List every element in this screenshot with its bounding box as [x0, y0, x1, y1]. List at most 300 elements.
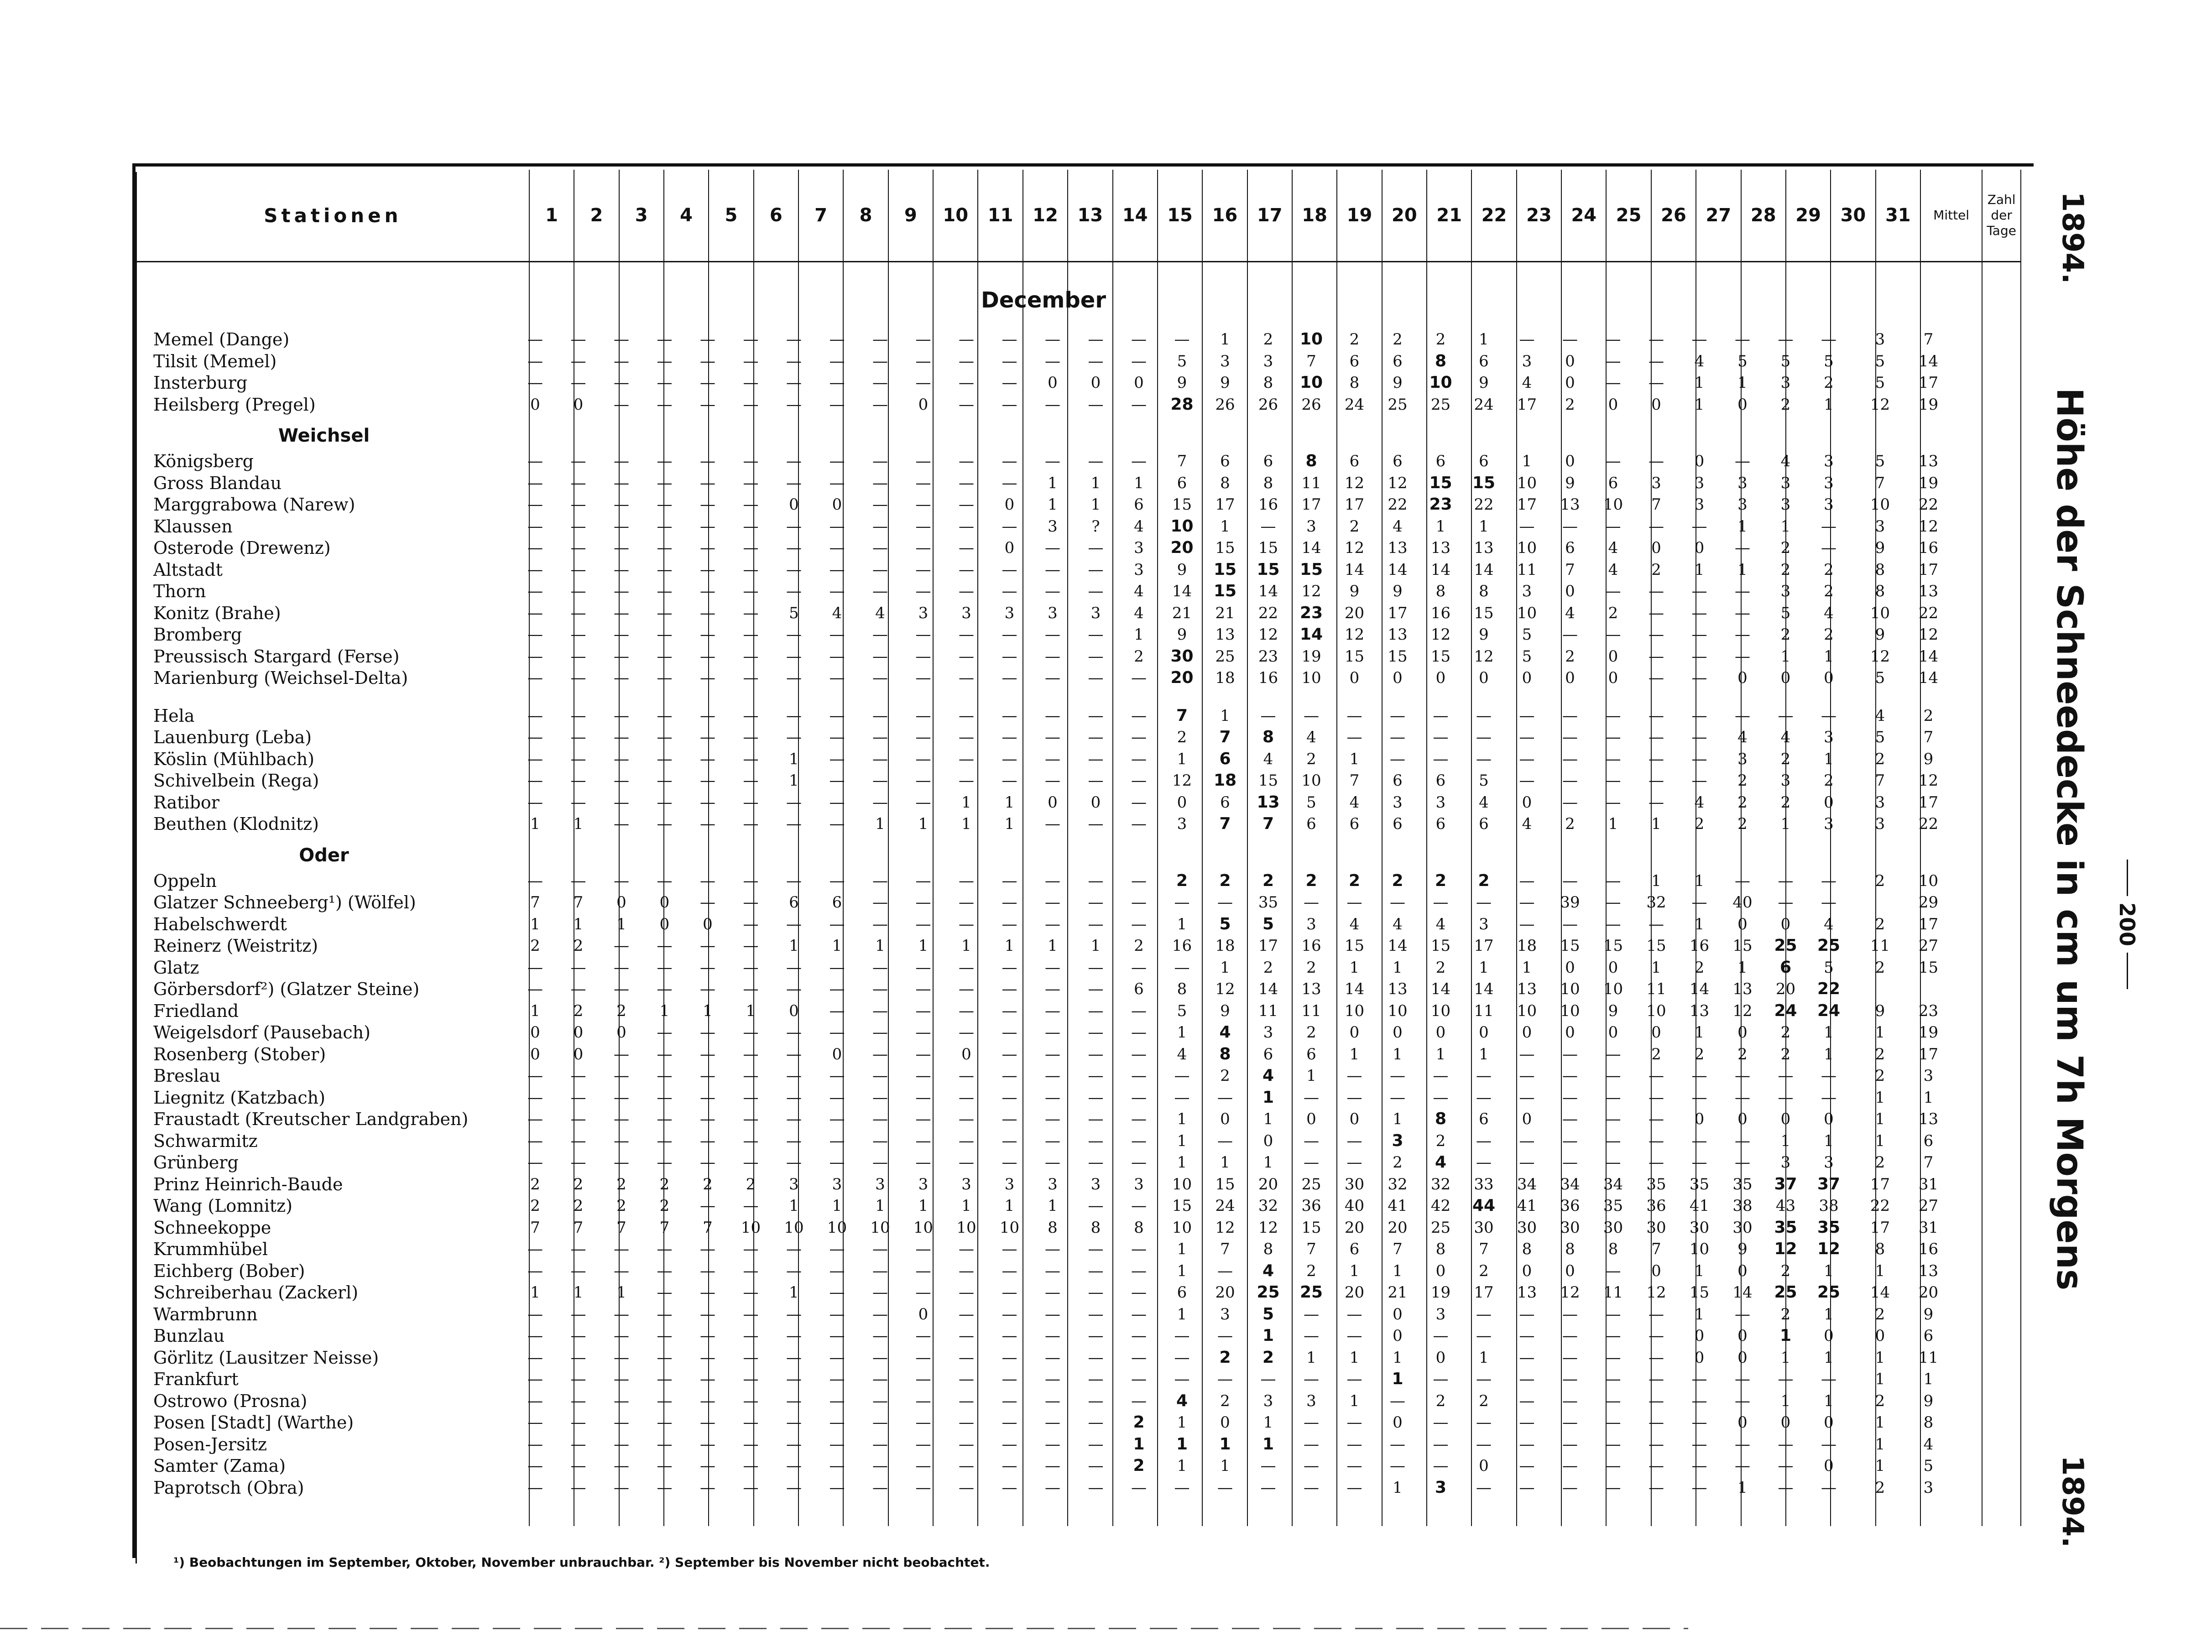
- days-count-value: 7: [1923, 330, 1934, 349]
- depth-cell: 4: [1262, 1066, 1274, 1085]
- depth-cell: —: [1778, 1088, 1794, 1107]
- depth-cell: —: [700, 937, 715, 955]
- depth-cell: —: [1131, 1110, 1147, 1128]
- station-name: Heilsberg (Pregel): [153, 394, 316, 415]
- depth-cell: —: [1649, 706, 1664, 725]
- depth-cell: 1: [1004, 1197, 1015, 1215]
- depth-cell: —: [570, 669, 586, 687]
- day-header: 21: [1427, 170, 1471, 262]
- days-count-value: 1: [1923, 1088, 1934, 1107]
- depth-cell: —: [829, 1131, 845, 1150]
- depth-cell: —: [614, 1413, 629, 1432]
- depth-cell: 1: [1694, 1305, 1705, 1324]
- depth-cell: 12: [1301, 582, 1321, 600]
- depth-cell: —: [657, 728, 673, 746]
- depth-cell: 10: [999, 1218, 1020, 1237]
- depth-cell: —: [1088, 560, 1104, 579]
- depth-cell: 11: [1474, 1001, 1494, 1020]
- depth-cell: —: [570, 1370, 586, 1388]
- depth-cell: 2: [616, 1001, 626, 1020]
- depth-cell: —: [614, 539, 629, 557]
- depth-cell: 20: [1388, 1218, 1408, 1237]
- depth-cell: —: [1088, 1088, 1104, 1107]
- depth-cell: —: [1735, 1435, 1750, 1454]
- depth-cell: —: [1002, 1348, 1017, 1367]
- depth-cell: —: [872, 1283, 888, 1302]
- mean-value: 1: [1875, 1370, 1885, 1388]
- depth-cell: —: [1605, 1305, 1621, 1324]
- depth-cell: 2: [1392, 871, 1403, 890]
- depth-cell: —: [959, 1088, 974, 1107]
- depth-cell: —: [1304, 1370, 1319, 1388]
- depth-cell: 15: [1732, 937, 1753, 955]
- depth-cell: 0: [1393, 1023, 1403, 1042]
- depth-cell: —: [743, 1305, 759, 1324]
- mean-value: 5: [1875, 374, 1885, 392]
- depth-cell: —: [1088, 1478, 1104, 1497]
- depth-cell: 11: [1646, 980, 1666, 998]
- depth-cell: —: [1045, 1457, 1060, 1475]
- day-header: 29: [1786, 170, 1831, 262]
- depth-cell: 2: [659, 1175, 670, 1193]
- depth-cell: —: [1649, 1348, 1664, 1367]
- depth-cell: —: [1519, 517, 1535, 536]
- depth-cell: 22: [1474, 495, 1494, 514]
- depth-cell: 3: [1392, 1131, 1403, 1150]
- depth-cell: —: [915, 958, 931, 977]
- depth-cell: —: [829, 330, 845, 349]
- depth-cell: —: [915, 1153, 931, 1172]
- day-header: 18: [1292, 170, 1337, 262]
- depth-cell: —: [1045, 1413, 1060, 1432]
- depth-cell: —: [1649, 1131, 1664, 1150]
- depth-cell: —: [915, 1457, 931, 1475]
- depth-cell: 0: [1737, 1327, 1748, 1345]
- depth-cell: —: [1605, 1478, 1621, 1497]
- depth-cell: —: [657, 647, 673, 666]
- depth-cell: 1: [789, 937, 799, 955]
- depth-cell: 0: [1780, 1110, 1791, 1128]
- depth-cell: 25: [1257, 1283, 1280, 1302]
- depth-cell: —: [1002, 330, 1017, 349]
- depth-cell: —: [1390, 1067, 1405, 1085]
- depth-cell: 12: [1215, 1218, 1235, 1237]
- mean-value: 5: [1875, 728, 1885, 746]
- depth-cell: —: [872, 706, 888, 725]
- depth-cell: —: [1002, 1478, 1017, 1497]
- depth-cell: 0: [1048, 374, 1058, 392]
- depth-cell: —: [657, 374, 673, 392]
- depth-cell: —: [700, 474, 715, 492]
- mean-header: Mittel: [1920, 170, 1982, 262]
- depth-cell: —: [1778, 706, 1794, 725]
- mean-value: 1: [1875, 1110, 1885, 1128]
- depth-cell: 0: [1393, 1327, 1403, 1345]
- depth-cell: 7: [1651, 1240, 1661, 1258]
- depth-cell: 25: [1430, 395, 1451, 414]
- depth-cell: —: [614, 495, 629, 514]
- depth-cell: —: [614, 706, 629, 725]
- depth-cell: —: [1691, 1457, 1707, 1475]
- depth-cell: —: [527, 517, 543, 536]
- days-count-value: 14: [1918, 669, 1939, 687]
- depth-cell: 7: [1262, 814, 1274, 833]
- depth-cell: —: [1691, 1435, 1707, 1454]
- depth-cell: —: [1649, 352, 1664, 370]
- depth-cell: 12: [1344, 539, 1365, 557]
- station-name: Habelschwerdt: [153, 914, 287, 934]
- depth-cell: —: [1088, 871, 1104, 890]
- depth-cell: —: [915, 980, 931, 998]
- station-name: Thorn: [153, 581, 206, 601]
- depth-cell: 1: [1780, 815, 1791, 833]
- station-name: Ostrowo (Prosna): [153, 1391, 308, 1411]
- depth-cell: 2: [1608, 604, 1618, 622]
- depth-cell: —: [743, 1110, 759, 1128]
- depth-cell: —: [657, 625, 673, 644]
- depth-cell: —: [1088, 1348, 1104, 1367]
- depth-cell: —: [1649, 728, 1664, 746]
- mean-value: 8: [1875, 582, 1885, 600]
- depth-cell: 1: [1780, 1131, 1791, 1150]
- depth-cell: 21: [1215, 604, 1235, 622]
- depth-cell: —: [1260, 1478, 1276, 1497]
- depth-cell: —: [786, 815, 802, 833]
- depth-cell: 12: [1817, 1240, 1841, 1258]
- mean-value: 17: [1870, 1218, 1890, 1237]
- table-row: [137, 770, 2021, 792]
- depth-cell: 2: [1780, 1023, 1791, 1042]
- depth-cell: 10: [956, 1218, 976, 1237]
- table-row: [137, 1130, 2021, 1152]
- depth-cell: —: [786, 560, 802, 579]
- depth-cell: 6: [789, 893, 799, 912]
- depth-cell: —: [570, 1131, 586, 1150]
- depth-cell: —: [657, 871, 673, 890]
- depth-cell: 1: [875, 937, 885, 955]
- depth-cell: 3: [1780, 582, 1791, 600]
- station-name: Posen [Stadt] (Warthe): [153, 1412, 354, 1433]
- depth-cell: 0: [1522, 1023, 1532, 1042]
- mean-value: 4: [1875, 706, 1885, 725]
- depth-cell: 12: [1388, 474, 1408, 492]
- days-count-value: 6: [1923, 1131, 1934, 1150]
- depth-cell: —: [1519, 1067, 1535, 1085]
- depth-cell: —: [1433, 1370, 1449, 1388]
- depth-cell: —: [743, 915, 759, 933]
- depth-cell: —: [1605, 1088, 1621, 1107]
- depth-cell: 1: [1479, 1348, 1489, 1367]
- depth-cell: 6: [1565, 539, 1575, 557]
- depth-cell: 2: [573, 1001, 584, 1020]
- depth-cell: —: [700, 669, 715, 687]
- depth-cell: —: [829, 728, 845, 746]
- depth-cell: 0: [659, 915, 670, 933]
- depth-cell: 2: [1780, 1045, 1791, 1063]
- mean-value: 2: [1875, 871, 1885, 890]
- days-count-value: 17: [1918, 560, 1939, 579]
- depth-cell: 14: [1258, 980, 1278, 998]
- depth-cell: —: [1735, 1153, 1750, 1172]
- depth-cell: —: [700, 625, 715, 644]
- depth-cell: —: [1002, 1001, 1017, 1020]
- depth-cell: —: [829, 771, 845, 790]
- depth-cell: 2: [1305, 871, 1317, 890]
- depth-cell: 2: [530, 937, 540, 955]
- depth-cell: —: [614, 1348, 629, 1367]
- depth-cell: —: [959, 1305, 974, 1324]
- depth-cell: —: [829, 352, 845, 370]
- depth-cell: 26: [1215, 395, 1235, 414]
- depth-cell: 13: [1301, 980, 1321, 998]
- depth-cell: —: [1605, 771, 1621, 790]
- depth-cell: 0: [530, 1023, 540, 1042]
- depth-cell: —: [915, 647, 931, 666]
- depth-cell: 5: [1177, 352, 1187, 370]
- depth-cell: —: [829, 958, 845, 977]
- depth-cell: —: [570, 1457, 586, 1475]
- depth-cell: —: [1045, 352, 1060, 370]
- depth-cell: —: [959, 1457, 974, 1475]
- depth-cell: —: [1045, 1478, 1060, 1497]
- depth-cell: —: [786, 669, 802, 687]
- depth-cell: 10: [1430, 1001, 1451, 1020]
- depth-cell: 1: [1780, 1391, 1791, 1410]
- depth-cell: 0: [1393, 1413, 1403, 1432]
- depth-cell: —: [570, 452, 586, 470]
- day-header: 12: [1023, 170, 1068, 262]
- depth-cell: —: [959, 1001, 974, 1020]
- depth-cell: 6: [1349, 1240, 1360, 1258]
- depth-cell: 8: [1608, 1240, 1618, 1258]
- depth-cell: 0: [1522, 1261, 1532, 1280]
- days-count-value: 14: [1918, 647, 1939, 666]
- depth-cell: —: [1691, 517, 1707, 536]
- depth-cell: 1: [875, 1197, 885, 1215]
- depth-cell: 0: [1780, 669, 1791, 687]
- depth-cell: 3: [1090, 1175, 1101, 1193]
- depth-cell: —: [1045, 647, 1060, 666]
- day-header: 24: [1561, 170, 1606, 262]
- depth-cell: —: [527, 1088, 543, 1107]
- depth-cell: —: [743, 495, 759, 514]
- depth-cell: 17: [1474, 937, 1494, 955]
- depth-cell: —: [614, 1478, 629, 1497]
- table-row: [137, 891, 2021, 913]
- depth-cell: —: [700, 1153, 715, 1172]
- depth-cell: 12: [1258, 625, 1278, 644]
- depth-cell: —: [872, 1131, 888, 1150]
- depth-cell: —: [872, 771, 888, 790]
- depth-cell: —: [1002, 728, 1017, 746]
- depth-cell: 8: [1479, 582, 1489, 600]
- depth-cell: 0: [1435, 1261, 1446, 1280]
- depth-cell: —: [1174, 1370, 1190, 1388]
- depth-cell: 3: [1306, 915, 1316, 933]
- depth-cell: —: [872, 1457, 888, 1475]
- depth-cell: —: [743, 582, 759, 600]
- depth-cell: 3: [1090, 604, 1101, 622]
- depth-cell: 0: [1004, 495, 1015, 514]
- mean-value: 5: [1875, 669, 1885, 687]
- depth-cell: —: [1131, 750, 1147, 768]
- depth-cell: —: [786, 1067, 802, 1085]
- days-count-value: 4: [1923, 1435, 1934, 1454]
- depth-cell: —: [1605, 728, 1621, 746]
- station-name: Insterburg: [153, 373, 248, 393]
- depth-cell: —: [1131, 871, 1147, 890]
- depth-cell: —: [1562, 1478, 1578, 1497]
- depth-cell: —: [1088, 771, 1104, 790]
- depth-cell: 3: [1824, 452, 1834, 470]
- depth-cell: —: [743, 352, 759, 370]
- depth-cell: —: [1691, 1413, 1707, 1432]
- depth-cell: —: [527, 1110, 543, 1128]
- depth-cell: 41: [1689, 1197, 1710, 1215]
- depth-cell: —: [1649, 1413, 1664, 1432]
- depth-cell: —: [657, 771, 673, 790]
- depth-cell: —: [959, 1391, 974, 1410]
- depth-cell: 15: [1430, 937, 1451, 955]
- depth-cell: 25: [1215, 647, 1235, 666]
- depth-cell: 2: [1737, 771, 1748, 790]
- depth-cell: —: [743, 452, 759, 470]
- depth-cell: —: [1131, 352, 1147, 370]
- depth-cell: 15: [1472, 473, 1496, 492]
- depth-cell: 14: [1388, 937, 1408, 955]
- depth-cell: —: [1649, 452, 1664, 470]
- depth-cell: 0: [1608, 647, 1618, 666]
- day-header: 11: [978, 170, 1023, 262]
- depth-cell: —: [1346, 1067, 1362, 1085]
- depth-cell: —: [1131, 1391, 1147, 1410]
- depth-cell: 1: [1349, 1348, 1360, 1367]
- depth-cell: 2: [1824, 374, 1834, 392]
- depth-cell: 0: [1565, 958, 1575, 977]
- depth-cell: 6: [1393, 452, 1403, 470]
- depth-cell: 15: [1388, 647, 1408, 666]
- table-row: [137, 978, 2021, 1000]
- depth-cell: —: [1390, 893, 1405, 912]
- depth-cell: —: [872, 374, 888, 392]
- depth-cell: 10: [870, 1218, 890, 1237]
- depth-cell: —: [1562, 1457, 1578, 1475]
- table-row: [137, 935, 2021, 957]
- depth-cell: —: [786, 1457, 802, 1475]
- depth-cell: 0: [832, 495, 842, 514]
- depth-cell: —: [872, 1348, 888, 1367]
- depth-cell: —: [1821, 1435, 1836, 1454]
- depth-cell: 3: [961, 604, 971, 622]
- day-header: 16: [1202, 170, 1247, 262]
- station-name: Glatz: [153, 957, 199, 978]
- depth-cell: —: [915, 1478, 931, 1497]
- depth-cell: —: [1131, 1023, 1147, 1042]
- table-row: [137, 957, 2021, 979]
- depth-cell: 14: [1474, 560, 1494, 579]
- depth-cell: 1: [1177, 1261, 1187, 1280]
- depth-cell: 0: [1780, 1413, 1791, 1432]
- depth-cell: 7: [1306, 352, 1316, 370]
- depth-cell: 4: [1435, 915, 1446, 933]
- depth-cell: 4: [1694, 352, 1705, 370]
- depth-cell: —: [1735, 1305, 1750, 1324]
- depth-cell: —: [657, 669, 673, 687]
- depth-cell: 5: [1522, 625, 1532, 644]
- days-count-value: 5: [1923, 1457, 1934, 1475]
- depth-cell: —: [743, 1045, 759, 1063]
- depth-cell: —: [786, 1110, 802, 1128]
- depth-cell: 6: [1220, 452, 1230, 470]
- depth-cell: —: [915, 474, 931, 492]
- depth-cell: 21: [1172, 604, 1192, 622]
- depth-cell: 0: [1349, 669, 1360, 687]
- depth-cell: 2: [1393, 330, 1403, 349]
- depth-cell: 10: [1603, 980, 1623, 998]
- depth-cell: —: [1649, 1435, 1664, 1454]
- day-header: 10: [933, 170, 978, 262]
- depth-cell: —: [1605, 1391, 1621, 1410]
- depth-cell: —: [1217, 1261, 1233, 1280]
- depth-cell: 15: [1430, 647, 1451, 666]
- table-row: [137, 1021, 2021, 1043]
- depth-cell: 2: [1824, 582, 1834, 600]
- depth-cell: —: [786, 625, 802, 644]
- depth-cell: —: [614, 374, 629, 392]
- depth-cell: —: [1045, 625, 1060, 644]
- depth-cell: —: [1605, 706, 1621, 725]
- depth-cell: 4: [875, 604, 885, 622]
- depth-cell: 25: [1430, 1218, 1451, 1237]
- depth-cell: 17: [1258, 937, 1278, 955]
- depth-cell: 0: [573, 395, 584, 414]
- days-count-value: 29: [1918, 893, 1939, 912]
- station-name: Fraustadt (Kreutscher Landgraben): [153, 1109, 469, 1129]
- depth-cell: —: [527, 604, 543, 622]
- depth-cell: 36: [1301, 1197, 1321, 1215]
- depth-cell: —: [959, 669, 974, 687]
- depth-cell: —: [1691, 750, 1707, 768]
- depth-cell: —: [829, 1153, 845, 1172]
- depth-cell: 2: [1262, 871, 1274, 890]
- depth-cell: 3: [1220, 352, 1230, 370]
- depth-cell: 13: [1388, 980, 1408, 998]
- depth-cell: —: [614, 1435, 629, 1454]
- depth-cell: —: [1649, 1088, 1664, 1107]
- depth-cell: 2: [616, 1197, 626, 1215]
- mean-value: 9: [1875, 539, 1885, 557]
- depth-cell: 2: [1306, 958, 1316, 977]
- depth-cell: 30: [1603, 1218, 1623, 1237]
- depth-cell: 4: [1824, 604, 1834, 622]
- depth-cell: 1: [1824, 1023, 1834, 1042]
- depth-cell: 36: [1646, 1197, 1666, 1215]
- depth-cell: 12: [1560, 1283, 1580, 1302]
- depth-cell: —: [1519, 1391, 1535, 1410]
- mean-value: 0: [1875, 1327, 1885, 1345]
- station-name: Görbersdorf²) (Glatzer Steine): [153, 979, 420, 999]
- depth-cell: 17: [1517, 395, 1537, 414]
- depth-cell: 0: [1435, 669, 1446, 687]
- depth-cell: —: [1131, 1240, 1147, 1258]
- depth-cell: —: [1778, 1370, 1794, 1388]
- depth-cell: —: [1346, 1131, 1362, 1150]
- depth-cell: —: [1217, 1088, 1233, 1107]
- depth-cell: —: [1088, 1391, 1104, 1410]
- depth-cell: —: [1433, 1413, 1449, 1432]
- depth-cell: —: [1649, 582, 1664, 600]
- depth-cell: —: [872, 474, 888, 492]
